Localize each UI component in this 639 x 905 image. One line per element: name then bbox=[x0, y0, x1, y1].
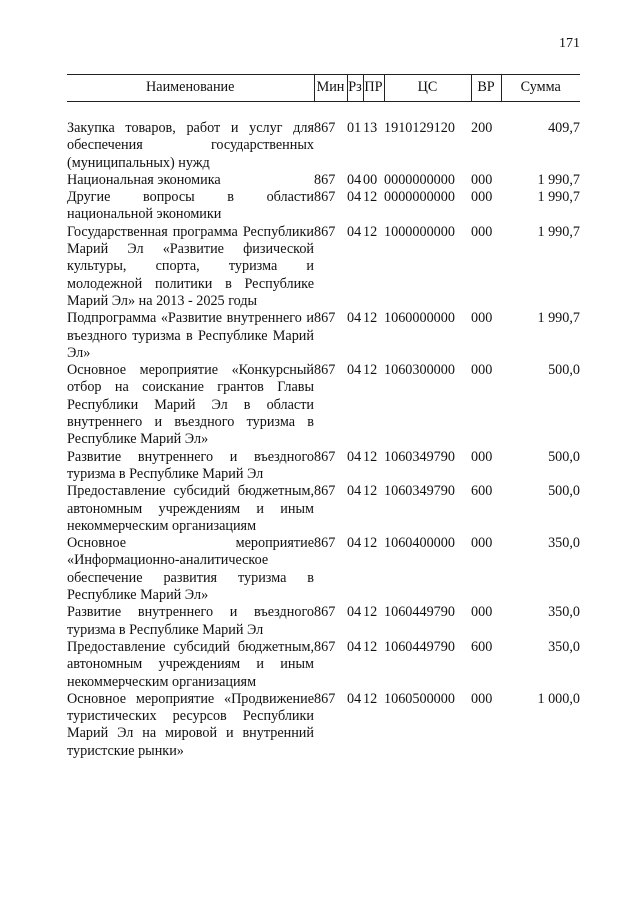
row-pr: 12 bbox=[363, 638, 378, 655]
row-min: 867 bbox=[314, 189, 336, 206]
row-min: 867 bbox=[314, 448, 336, 465]
row-min: 867 bbox=[314, 483, 336, 500]
row-sum: 500,0 bbox=[548, 483, 580, 500]
row-rz: 04 bbox=[347, 535, 362, 552]
row-min: 867 bbox=[314, 604, 336, 621]
header-name: Наименование bbox=[67, 75, 314, 102]
row-name: Другие вопросы в области национальной экономики bbox=[67, 189, 314, 223]
row-sum: 350,0 bbox=[548, 638, 580, 655]
row-vr: 600 bbox=[471, 638, 493, 655]
row-vr: 000 bbox=[471, 310, 493, 327]
row-pr: 12 bbox=[363, 223, 378, 240]
row-vr: 000 bbox=[471, 171, 493, 188]
row-name: Государственная программа Республики Марий Эл «Развитие физической культуры, спорта, туризма и молодежной политики в Республике Марий Эл» на 2013 - 2025 годы bbox=[67, 223, 314, 309]
table-row bbox=[67, 639, 580, 691]
row-cs: 1060449790 bbox=[384, 638, 455, 655]
row-rz: 04 bbox=[347, 310, 362, 327]
row-rz: 01 bbox=[347, 120, 362, 136]
row-sum: 350,0 bbox=[548, 604, 580, 621]
row-vr: 000 bbox=[471, 604, 493, 621]
row-rz: 04 bbox=[347, 483, 362, 500]
row-min: 867 bbox=[314, 171, 336, 188]
row-name: Национальная экономика bbox=[67, 171, 221, 188]
table-row bbox=[67, 449, 580, 484]
table-row bbox=[67, 120, 580, 172]
row-rz: 04 bbox=[347, 362, 362, 379]
table-row bbox=[67, 172, 580, 189]
row-name: Предоставление субсидий бюджетным, автономным учреждениям и иным некоммерческим организациям bbox=[67, 483, 314, 534]
row-sum: 500,0 bbox=[548, 362, 580, 379]
row-rz: 04 bbox=[347, 171, 362, 188]
header-pr: ПР bbox=[363, 75, 384, 102]
row-name: Основное мероприятие «Конкурсный отбор на соискание грантов Главы Республики Марий Эл в области внутреннего и въездного туризма в Республике Марий Эл» bbox=[67, 362, 314, 448]
table-body bbox=[67, 102, 580, 760]
table-row bbox=[67, 224, 580, 310]
row-cs: 1060300000 bbox=[384, 362, 455, 379]
budget-table bbox=[67, 74, 580, 760]
row-cs: 1060449790 bbox=[384, 604, 455, 621]
row-sum: 1 990,7 bbox=[537, 223, 580, 240]
header-vr: ВР bbox=[471, 75, 501, 102]
row-cs: 1910129120 bbox=[384, 120, 455, 136]
row-min: 867 bbox=[314, 120, 336, 136]
row-cs: 1000000000 bbox=[384, 223, 455, 240]
row-sum: 1 990,7 bbox=[537, 189, 580, 206]
row-pr: 12 bbox=[363, 448, 378, 465]
table-row bbox=[67, 691, 580, 760]
row-cs: 1060400000 bbox=[384, 535, 455, 552]
row-min: 867 bbox=[314, 535, 336, 552]
table-row bbox=[67, 189, 580, 224]
row-name: Основное мероприятие «Информационно-аналитическое обеспечение развития туризма в Республике Марий Эл» bbox=[67, 535, 314, 604]
page-number: 171 bbox=[559, 36, 580, 51]
row-pr: 12 bbox=[363, 310, 378, 327]
row-pr: 12 bbox=[363, 535, 378, 552]
row-name: Подпрограмма «Развитие внутреннего и въездного туризма в Республике Марий Эл» bbox=[67, 310, 314, 361]
row-min: 867 bbox=[314, 362, 336, 379]
row-cs: 1060500000 bbox=[384, 690, 455, 707]
row-cs: 0000000000 bbox=[384, 189, 455, 206]
row-name: Развитие внутреннего и въездного туризма в Республике Марий Эл bbox=[67, 448, 314, 482]
table-row bbox=[67, 604, 580, 639]
row-rz: 04 bbox=[347, 690, 362, 707]
row-sum: 1 000,0 bbox=[537, 690, 580, 707]
row-vr: 000 bbox=[471, 448, 493, 465]
header-sum: Сумма bbox=[501, 75, 580, 102]
row-cs: 0000000000 bbox=[384, 171, 455, 188]
header-min: Мин bbox=[314, 75, 347, 102]
row-min: 867 bbox=[314, 690, 336, 707]
table-header-row bbox=[67, 75, 580, 102]
header-rz: Рз bbox=[347, 75, 363, 102]
row-pr: 12 bbox=[363, 189, 378, 206]
row-rz: 04 bbox=[347, 638, 362, 655]
table-row bbox=[67, 535, 580, 604]
row-vr: 000 bbox=[471, 362, 493, 379]
row-cs: 1060349790 bbox=[384, 483, 455, 500]
row-min: 867 bbox=[314, 223, 336, 240]
row-pr: 12 bbox=[363, 690, 378, 707]
row-sum: 350,0 bbox=[548, 535, 580, 552]
row-rz: 04 bbox=[347, 189, 362, 206]
row-vr: 000 bbox=[471, 189, 493, 206]
row-pr: 12 bbox=[363, 483, 378, 500]
row-vr: 000 bbox=[471, 223, 493, 240]
row-pr: 12 bbox=[363, 604, 378, 621]
row-cs: 1060349790 bbox=[384, 448, 455, 465]
row-rz: 04 bbox=[347, 223, 362, 240]
row-rz: 04 bbox=[347, 604, 362, 621]
row-rz: 04 bbox=[347, 448, 362, 465]
row-sum: 1 990,7 bbox=[537, 310, 580, 327]
row-pr: 12 bbox=[363, 362, 378, 379]
row-vr: 200 bbox=[471, 120, 493, 136]
row-cs: 1060000000 bbox=[384, 310, 455, 327]
table-row bbox=[67, 310, 580, 362]
row-min: 867 bbox=[314, 310, 336, 327]
row-name: Закупка товаров, работ и услуг для обеспечения государственных (муниципальных) нужд bbox=[67, 120, 314, 171]
header-cs: ЦС bbox=[384, 75, 471, 102]
table-row bbox=[67, 483, 580, 535]
row-pr: 00 bbox=[363, 171, 378, 188]
row-vr: 000 bbox=[471, 690, 493, 707]
row-name: Основное мероприятие «Продвижение туристических ресурсов Республики Марий Эл на мировой и внутренний туристские рынки» bbox=[67, 690, 314, 759]
row-vr: 000 bbox=[471, 535, 493, 552]
table-row bbox=[67, 362, 580, 448]
row-sum: 1 990,7 bbox=[537, 171, 580, 188]
row-name: Предоставление субсидий бюджетным, автономным учреждениям и иным некоммерческим организациям bbox=[67, 638, 314, 690]
row-sum: 409,7 bbox=[548, 120, 580, 136]
row-sum: 500,0 bbox=[548, 448, 580, 465]
row-name: Развитие внутреннего и въездного туризма в Республике Марий Эл bbox=[67, 604, 314, 638]
row-min: 867 bbox=[314, 638, 336, 655]
row-vr: 600 bbox=[471, 483, 493, 500]
row-pr: 13 bbox=[363, 120, 378, 136]
